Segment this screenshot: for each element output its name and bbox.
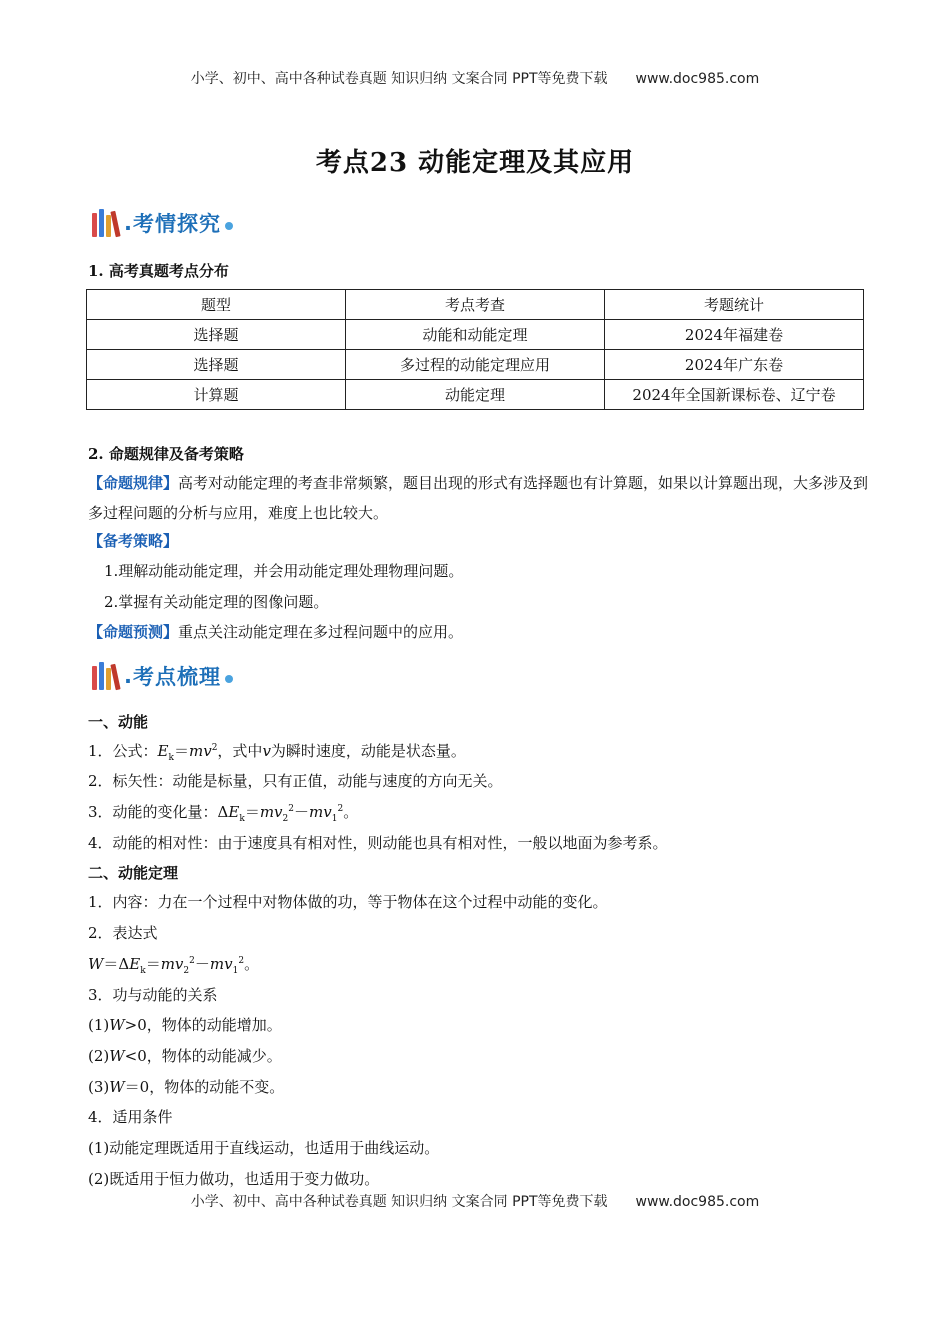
condition-line	[88, 1014, 282, 1035]
symbol: v	[262, 742, 271, 760]
dot-icon	[225, 675, 233, 683]
superscript: 2	[337, 804, 344, 814]
text-line: 1．内容：力在一个过程中对物体做的功，等于物体在这个过程中动能的变化。	[88, 893, 608, 911]
text: 为瞬时速度，动能是状态量。	[270, 742, 466, 760]
exam-distribution-table	[86, 289, 864, 410]
section-heading: 1. 高考真题考点分布	[88, 262, 229, 280]
symbol: mv	[188, 742, 212, 760]
symbol: mv	[160, 955, 184, 973]
superscript: 2	[189, 956, 195, 966]
formula-line	[88, 953, 259, 976]
section-heading: 2. 命题规律及备考策略	[88, 445, 244, 463]
symbol: E	[228, 803, 240, 821]
table-header-cell: 题型	[87, 290, 346, 320]
text: >0，物体的动能增加。	[124, 1016, 282, 1034]
subscript: k	[168, 753, 174, 763]
symbol: W	[109, 1078, 125, 1096]
table-header-cell: 考点考查	[346, 290, 605, 320]
text: ＝Δ	[103, 955, 130, 973]
text: 。	[343, 803, 359, 821]
rule-text: 高考对动能定理的考查非常频繁，题目出现的形式有选择题也有计算题，如果以计算题出现，大多涉及到多过程问题的分析与应用，难度上也比较大。	[88, 474, 869, 522]
table-header-cell: 考题统计	[605, 290, 864, 320]
predict-text: 重点关注动能定理在多过程问题中的应用。	[178, 623, 464, 641]
subscript: 1	[331, 814, 338, 824]
superscript: 2	[288, 804, 294, 814]
header-text: 小学、初中、高中各种试卷真题 知识归纳 文案合同 PPT等免费下载	[190, 71, 608, 87]
table-row	[87, 380, 864, 410]
table-cell: 动能和动能定理	[346, 320, 605, 350]
text: (3)	[88, 1078, 110, 1096]
text: 3．动能的变化量：Δ	[88, 803, 229, 821]
banner-kaodian: . 考点梳理	[92, 660, 233, 692]
text-line: 2．标矢性：动能是标量，只有正值，动能与速度的方向无关。	[88, 772, 503, 790]
predict-paragraph	[88, 617, 878, 647]
condition-line	[88, 1045, 282, 1066]
subscript: 2	[282, 814, 289, 824]
symbol: W	[109, 1047, 125, 1065]
table-cell: 2024年全国新课标卷、辽宁卷	[605, 380, 864, 410]
text: 1．公式：	[88, 742, 158, 760]
strategy-item: 1.理解动能动能定理，并会用动能定理处理物理问题。	[104, 562, 464, 580]
text-line: (1)动能定理既适用于直线运动，也适用于曲线运动。	[88, 1139, 440, 1157]
symbol: W	[109, 1016, 125, 1034]
superscript: 2	[211, 743, 218, 753]
text: ，式中	[217, 742, 263, 760]
formula-line	[88, 801, 358, 824]
text-line: 4．动能的相对性：由于速度具有相对性，则动能也具有相对性，一般以地面为参考系。	[88, 834, 668, 852]
superscript: 2	[238, 956, 245, 966]
strategy-tag-line	[88, 526, 878, 556]
page-title: 考点23 动能定理及其应用	[315, 148, 635, 178]
text-line: 3．功与动能的关系	[88, 986, 218, 1004]
text: ＝	[173, 742, 189, 760]
condition-line	[88, 1076, 284, 1097]
part-heading: 二、动能定理	[88, 864, 179, 882]
table-cell: 多过程的动能定理应用	[346, 350, 605, 380]
symbol: E	[129, 955, 141, 973]
banner-label: 考点梳理	[132, 665, 221, 689]
dot-icon	[225, 222, 233, 230]
subscript: k	[140, 966, 146, 976]
text-line: 4．适用条件	[88, 1108, 173, 1126]
header-site-link[interactable]: www.doc985.com	[635, 71, 760, 87]
symbol: mv	[209, 955, 233, 973]
table-cell: 2024年广东卷	[605, 350, 864, 380]
predict-tag: 【命题预测】	[88, 623, 179, 641]
text: －	[294, 803, 310, 821]
formula-line	[88, 740, 466, 763]
table-cell: 选择题	[87, 320, 346, 350]
table-cell: 计算题	[87, 380, 346, 410]
table-cell: 选择题	[87, 350, 346, 380]
table-row	[87, 320, 864, 350]
text-line: 2．表达式	[88, 924, 158, 942]
banner-label: 考情探究	[132, 212, 221, 236]
banner-kaoqing: . 考情探究	[92, 207, 233, 239]
strategy-item: 2.掌握有关动能定理的图像问题。	[104, 593, 329, 611]
text: (1)	[88, 1016, 110, 1034]
strategy-tag: 【备考策略】	[88, 532, 179, 550]
symbol: mv	[259, 803, 283, 821]
table-row	[87, 350, 864, 380]
text: ＝	[244, 803, 260, 821]
text: 。	[244, 955, 260, 973]
symbol: W	[88, 955, 104, 973]
table-cell: 2024年福建卷	[605, 320, 864, 350]
symbol: E	[157, 742, 169, 760]
text: ＝	[145, 955, 161, 973]
footer-site-link[interactable]: www.doc985.com	[635, 1194, 760, 1210]
rule-tag: 【命题规律】	[88, 474, 179, 492]
table-cell: 动能定理	[346, 380, 605, 410]
table-header-row	[87, 290, 864, 320]
subscript: 2	[183, 966, 190, 976]
text: －	[194, 955, 210, 973]
text: ＝0，物体的动能不变。	[124, 1078, 285, 1096]
part-heading: 一、动能	[88, 713, 149, 731]
page-footer	[0, 1191, 950, 1211]
subscript: 1	[232, 966, 239, 976]
symbol: mv	[309, 803, 332, 821]
text: (2)	[88, 1047, 110, 1065]
text: <0，物体的动能减少。	[124, 1047, 282, 1065]
text-line: (2)既适用于恒力做功，也适用于变力做功。	[88, 1170, 380, 1188]
subscript: k	[239, 814, 245, 824]
rule-paragraph	[88, 468, 878, 528]
footer-text: 小学、初中、高中各种试卷真题 知识归纳 文案合同 PPT等免费下载	[190, 1194, 608, 1210]
page-header	[0, 68, 950, 88]
books-icon	[92, 662, 118, 690]
books-icon	[92, 209, 118, 237]
